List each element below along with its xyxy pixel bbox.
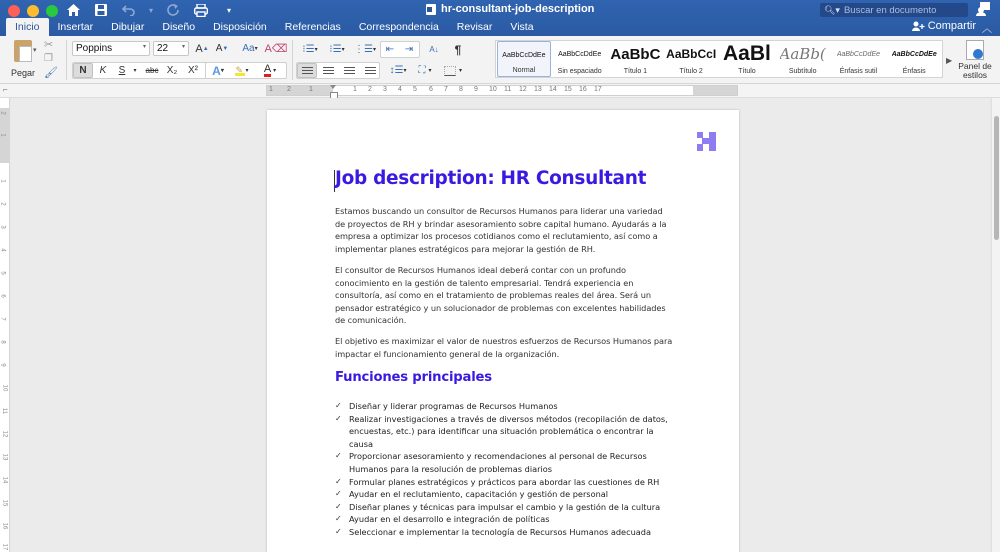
chevron-down-icon: ▾ bbox=[220, 68, 224, 74]
ruler-tick: 12 bbox=[1, 430, 8, 438]
justify-icon bbox=[365, 67, 376, 75]
save-icon[interactable] bbox=[92, 2, 110, 18]
home-icon[interactable] bbox=[64, 2, 82, 18]
style-subtitulo[interactable] bbox=[776, 41, 830, 77]
scrollbar-thumb[interactable] bbox=[994, 116, 999, 240]
justify-button[interactable] bbox=[360, 63, 380, 78]
right-margin-area bbox=[693, 86, 737, 95]
responsibilities-list bbox=[335, 400, 680, 539]
vertical-ruler[interactable] bbox=[0, 98, 10, 552]
collapse-ribbon-icon[interactable]: ︿ bbox=[982, 24, 992, 35]
format-painter-icon[interactable]: 🖌︎ bbox=[44, 67, 58, 79]
ruler-tick: 15 bbox=[564, 86, 572, 93]
style-enfasis-sutil[interactable] bbox=[832, 41, 886, 77]
quick-access-toolbar bbox=[64, 2, 238, 18]
align-center-icon bbox=[323, 67, 334, 75]
divider bbox=[66, 40, 67, 80]
paragraph-intro[interactable]: Estamos buscando un consultor de Recursos Humanos para liderar una variedad de proyectos de RH y brindar asesoramiento sobre capital humano. Ayudarás a la empresa a optimizar los procesos cotidianos como el reclutamiento, así como a implementar planes estratégicos para mejorar la gestión de RH. bbox=[335, 206, 667, 254]
paragraph-objective[interactable]: El objetivo es maximizar el valor de nuestros esfuerzos de Recursos Humanos para impactar el funcionamiento general de la organización. bbox=[335, 336, 673, 359]
ruler-tick: 13 bbox=[1, 453, 8, 461]
print-icon[interactable] bbox=[192, 2, 210, 18]
chevron-down-icon: ▾ bbox=[372, 47, 376, 53]
ruler-tick: 2 bbox=[368, 86, 372, 93]
underline-button[interactable] bbox=[114, 63, 130, 78]
style-name: Título 1 bbox=[623, 68, 648, 75]
ruler-tick: 16 bbox=[579, 86, 587, 93]
section-heading-funciones[interactable]: Funciones principales bbox=[335, 370, 492, 385]
tab-diseno[interactable]: Diseño bbox=[162, 21, 196, 33]
grow-font-icon: A bbox=[195, 42, 203, 55]
list-item[interactable] bbox=[335, 501, 680, 514]
checkmark-icon: ✓ bbox=[335, 489, 342, 499]
paint-bucket-icon: ⛶ bbox=[418, 65, 426, 76]
style-name: Título 2 bbox=[679, 68, 703, 75]
ruler-tick: 8 bbox=[459, 86, 463, 93]
list-item-text: Formular planes estratégicos y prácticos para abordar las cuestiones de RH bbox=[349, 476, 660, 487]
document-canvas[interactable] bbox=[11, 98, 989, 552]
tab-disposicion[interactable]: Disposición bbox=[213, 21, 267, 33]
ruler-tick: 5 bbox=[0, 271, 6, 275]
bold-icon: N bbox=[79, 65, 87, 76]
ruler-tick: 11 bbox=[1, 407, 8, 415]
list-item-text: Diseñar y liderar programas de Recursos Humanos bbox=[349, 401, 558, 411]
tab-selector-icon[interactable]: ⌐ bbox=[3, 85, 8, 94]
style-preview: AaBb( bbox=[779, 45, 826, 63]
list-item-text: Proporcionar asesoramiento y recomendaciones al personal de Recursos Humanos para la resolución de problemas diarios bbox=[349, 451, 647, 474]
font-size-value: 22 bbox=[157, 43, 169, 54]
document-heading[interactable]: Job description: HR Consultant bbox=[335, 168, 647, 189]
style-preview: AaBbCcDdEe bbox=[891, 50, 937, 58]
increase-indent-button[interactable] bbox=[400, 42, 418, 57]
superscript-icon: X² bbox=[188, 65, 198, 76]
paste-label: Pegar bbox=[10, 68, 36, 78]
strikethrough-icon: abc bbox=[145, 66, 159, 75]
redo-icon[interactable] bbox=[164, 2, 182, 18]
underline-icon: S bbox=[118, 65, 126, 76]
share-button[interactable] bbox=[912, 20, 976, 32]
underline-options-dropdown[interactable]: ▾ bbox=[133, 68, 137, 74]
style-name: Énfasis bbox=[902, 68, 926, 75]
style-name: Título bbox=[738, 68, 756, 75]
up-arrow-icon: ▲ bbox=[202, 45, 209, 52]
ruler-tick: 13 bbox=[534, 86, 542, 93]
ruler-tick: 4 bbox=[0, 248, 6, 252]
borders-button[interactable] bbox=[440, 63, 466, 78]
style-preview: AaBbCcI bbox=[666, 47, 717, 61]
paste-options-dropdown[interactable]: ▾ bbox=[33, 47, 37, 54]
styles-more-arrow-icon[interactable]: ▶ bbox=[946, 56, 953, 65]
numbering-button[interactable] bbox=[325, 42, 349, 57]
align-right-icon bbox=[344, 67, 355, 75]
font-color-button[interactable] bbox=[258, 63, 282, 78]
company-logo-icon bbox=[697, 132, 716, 151]
style-name: Énfasis sutil bbox=[839, 68, 878, 75]
multilevel-list-icon: ⋮☰ bbox=[354, 44, 373, 55]
styles-gallery bbox=[495, 40, 943, 78]
align-left-icon bbox=[302, 67, 313, 75]
style-titulo-1[interactable] bbox=[609, 41, 663, 77]
bold-button[interactable] bbox=[73, 63, 93, 78]
tab-correspondencia[interactable]: Correspondencia bbox=[358, 21, 439, 33]
italic-button[interactable] bbox=[95, 63, 111, 78]
list-item[interactable] bbox=[335, 513, 680, 526]
style-name: Normal bbox=[512, 67, 536, 74]
horizontal-ruler-bar bbox=[0, 84, 1000, 98]
align-center-button[interactable] bbox=[318, 63, 338, 78]
chevron-down-icon: ▾ bbox=[273, 68, 277, 74]
chevron-down-icon: ▾ bbox=[314, 47, 318, 53]
style-preview: AaBl bbox=[722, 44, 771, 64]
chevron-down-icon: ▾ bbox=[181, 44, 185, 50]
text-effects-button[interactable] bbox=[208, 63, 228, 78]
show-formatting-button[interactable] bbox=[450, 42, 466, 57]
ruler-tick: 3 bbox=[0, 225, 6, 229]
chevron-down-icon: ▾ bbox=[458, 68, 462, 74]
grow-font-button[interactable] bbox=[194, 41, 210, 56]
ruler-tick: 7 bbox=[444, 86, 448, 93]
chevron-down-icon: ▾ bbox=[245, 68, 249, 74]
customize-qat-icon[interactable]: ▾ bbox=[226, 5, 231, 15]
search-placeholder: Buscar en documento bbox=[843, 4, 937, 16]
multilevel-list-button[interactable] bbox=[353, 42, 377, 57]
style-titulo-2[interactable] bbox=[664, 41, 718, 77]
checkmark-icon: ✓ bbox=[335, 413, 342, 423]
list-item[interactable] bbox=[335, 476, 680, 489]
minimize-window-button[interactable] bbox=[27, 5, 39, 17]
sort-az-icon: A↓ bbox=[429, 45, 439, 54]
ruler-tick: 3 bbox=[383, 86, 387, 93]
down-arrow-icon: ▼ bbox=[222, 45, 229, 52]
font-size-select[interactable] bbox=[153, 41, 189, 56]
tab-inicio[interactable]: Inicio bbox=[6, 18, 49, 36]
font-name-value: Poppins bbox=[76, 43, 113, 54]
tab-insertar[interactable]: Insertar bbox=[57, 21, 94, 33]
tab-dibujar[interactable]: Dibujar bbox=[111, 21, 145, 33]
list-item[interactable] bbox=[335, 488, 680, 501]
list-item-text: Seleccionar e implementar la tecnología de Recursos Humanos adecuada bbox=[349, 526, 651, 537]
decrease-indent-icon: ⇤ bbox=[385, 44, 395, 55]
clipboard-tools bbox=[44, 38, 58, 79]
ruler-tick: 15 bbox=[1, 499, 8, 507]
bullet-list-icon: ⁝☰ bbox=[302, 44, 315, 55]
increase-indent-icon: ⇥ bbox=[404, 44, 414, 55]
highlighter-icon: ✎ bbox=[235, 66, 245, 76]
shrink-font-button[interactable] bbox=[214, 41, 230, 56]
ruler-tick: 16 bbox=[1, 522, 8, 530]
close-window-button[interactable] bbox=[8, 5, 20, 17]
ruler-tick: 5 bbox=[413, 86, 417, 93]
clear-formatting-button[interactable] bbox=[264, 41, 288, 56]
ruler-tick: 2 bbox=[287, 86, 291, 93]
ruler-tick: 17 bbox=[1, 543, 8, 551]
borders-icon bbox=[444, 66, 456, 76]
superscript-button[interactable] bbox=[184, 63, 202, 78]
word-doc-icon bbox=[426, 4, 436, 15]
subscript-icon: X₂ bbox=[166, 65, 178, 76]
italic-icon: K bbox=[99, 65, 107, 76]
chevron-down-icon: ▾ bbox=[254, 46, 258, 52]
numbered-list-icon: ⁝☰ bbox=[329, 44, 342, 55]
ribbon-home bbox=[0, 36, 1000, 84]
search-document-input[interactable] bbox=[820, 3, 968, 17]
ruler-tick: 14 bbox=[1, 476, 8, 484]
chevron-down-icon: ▾ bbox=[142, 44, 146, 50]
indent-marker-handle[interactable] bbox=[330, 85, 337, 98]
list-item[interactable] bbox=[335, 450, 680, 475]
ruler-tick: 10 bbox=[489, 86, 497, 93]
document-title-text: hr-consultant-job-description bbox=[441, 3, 595, 15]
cut-icon[interactable]: ✂ bbox=[44, 39, 54, 51]
chevron-down-icon: ▾ bbox=[341, 47, 345, 53]
style-name: Subtítulo bbox=[788, 68, 817, 75]
checkmark-icon: ✓ bbox=[335, 501, 342, 511]
ruler-tick: 2 bbox=[0, 202, 6, 206]
ruler-tick: 1 bbox=[309, 86, 313, 93]
chevron-down-icon: ▾ bbox=[403, 68, 407, 74]
list-item-text: Diseñar planes y técnicas para impulsar el cambio y la gestión de la cultura bbox=[349, 501, 661, 512]
checkmark-icon: ✓ bbox=[335, 451, 342, 461]
tab-referencias[interactable]: Referencias bbox=[284, 21, 341, 33]
title-bar bbox=[0, 0, 1000, 36]
list-item-text: Ayudar en el reclutamiento, capacitación y gestión de personal bbox=[349, 489, 609, 500]
ruler-tick: 6 bbox=[0, 294, 6, 298]
style-sin-espaciado[interactable] bbox=[553, 41, 607, 77]
add-person-icon bbox=[912, 21, 925, 31]
copy-icon[interactable]: ❐ bbox=[44, 53, 53, 64]
style-enfasis[interactable] bbox=[887, 41, 941, 77]
style-preview: AaBbCcDdEe bbox=[502, 51, 546, 59]
list-item[interactable] bbox=[335, 413, 680, 451]
text-effects-icon: A bbox=[212, 63, 221, 78]
subscript-button[interactable] bbox=[164, 63, 180, 78]
decrease-indent-button[interactable] bbox=[381, 42, 399, 57]
divider bbox=[292, 40, 293, 80]
line-spacing-button[interactable] bbox=[386, 63, 410, 78]
list-item-text: Ayudar en el desarrollo e integración de políticas bbox=[349, 514, 550, 525]
style-preview: AaBbC bbox=[610, 45, 661, 63]
ruler-tick: 12 bbox=[519, 86, 527, 93]
styles-pane-label: Panel de estilos bbox=[958, 61, 992, 80]
list-item[interactable] bbox=[335, 400, 680, 413]
ruler-tick: 9 bbox=[0, 363, 6, 367]
ruler-tick: 4 bbox=[398, 86, 402, 93]
undo-dropdown-icon[interactable]: ▾ bbox=[148, 5, 153, 15]
styles-pane-button[interactable] bbox=[954, 40, 996, 80]
align-left-button[interactable] bbox=[297, 63, 317, 78]
ruler-tick: 1 bbox=[353, 86, 357, 93]
tab-vista[interactable]: Vista bbox=[510, 21, 534, 33]
document-page[interactable] bbox=[267, 110, 739, 552]
pilcrow-icon: ¶ bbox=[454, 42, 462, 57]
bullets-button[interactable] bbox=[298, 42, 322, 57]
line-spacing-icon: ↕☰ bbox=[389, 65, 404, 76]
tab-revisar[interactable]: Revisar bbox=[456, 21, 493, 33]
ruler-tick: 1 bbox=[0, 179, 6, 183]
ruler-tick: 9 bbox=[474, 86, 478, 93]
checkmark-icon: ✓ bbox=[335, 401, 342, 410]
checkmark-icon: ✓ bbox=[335, 476, 342, 486]
style-name: Sin espaciado bbox=[557, 68, 602, 75]
ruler-tick: 14 bbox=[549, 86, 557, 93]
account-icon[interactable] bbox=[976, 2, 990, 16]
align-right-button[interactable] bbox=[339, 63, 359, 78]
sort-button[interactable] bbox=[424, 42, 444, 57]
ruler-tick: 7 bbox=[0, 317, 6, 321]
change-case-button[interactable] bbox=[238, 41, 262, 56]
font-color-icon: A bbox=[263, 62, 272, 75]
ribbon-tabs bbox=[6, 18, 543, 36]
font-name-select[interactable] bbox=[72, 41, 150, 56]
search-icon: 🔍︎▾ bbox=[824, 4, 840, 15]
ruler-tick: 1 bbox=[269, 86, 273, 93]
share-label: Compartir bbox=[927, 20, 976, 32]
style-titulo[interactable] bbox=[720, 41, 774, 77]
ruler-tick: 17 bbox=[594, 86, 602, 93]
checkmark-icon: ✓ bbox=[335, 514, 342, 524]
vertical-scrollbar[interactable] bbox=[991, 98, 1000, 552]
document-title bbox=[426, 3, 594, 15]
chevron-down-icon: ▾ bbox=[428, 68, 432, 74]
strikethrough-button[interactable] bbox=[142, 63, 162, 78]
list-item-text: Realizar investigaciones a través de diversos métodos (recopilación de datos, encuestas, etc.) para identificar una situación problemática o encontrar la causa bbox=[349, 413, 668, 449]
styles-pane-icon bbox=[966, 40, 984, 60]
zoom-window-button[interactable] bbox=[46, 5, 58, 17]
ruler-tick: 11 bbox=[504, 86, 512, 93]
shrink-font-icon: A bbox=[215, 43, 223, 54]
ruler-tick: 10 bbox=[1, 384, 8, 392]
style-preview: AaBbCcDdEe bbox=[558, 50, 602, 58]
paragraph-ideal-candidate[interactable]: El consultor de Recursos Humanos ideal deberá contar con un profundo conocimiento en la gestión de talento empresarial. Tendrá experiencia en consultoría, así como en el tratamiento de problemas reales del área. Será un pensador estratégico y un solucionador de problemas con excelentes habilidades de comunicación. bbox=[335, 265, 666, 325]
undo-icon[interactable] bbox=[120, 2, 138, 18]
change-case-icon: Aa bbox=[242, 43, 255, 54]
clear-formatting-icon: A⌫ bbox=[264, 43, 288, 55]
list-item[interactable] bbox=[335, 526, 680, 539]
style-preview: AaBbCcDdEe bbox=[836, 50, 881, 58]
shading-button[interactable] bbox=[413, 63, 437, 78]
ruler-tick: 6 bbox=[429, 86, 433, 93]
clipboard-icon bbox=[14, 40, 32, 62]
style-normal[interactable] bbox=[497, 41, 551, 77]
left-margin-area bbox=[267, 86, 333, 95]
ruler-tick: 8 bbox=[0, 340, 6, 344]
window-controls bbox=[8, 5, 58, 17]
highlight-button[interactable] bbox=[231, 63, 253, 78]
ruler-tick: 2 bbox=[0, 111, 6, 115]
ruler-tick: 1 bbox=[0, 133, 6, 137]
checkmark-icon: ✓ bbox=[335, 526, 342, 536]
